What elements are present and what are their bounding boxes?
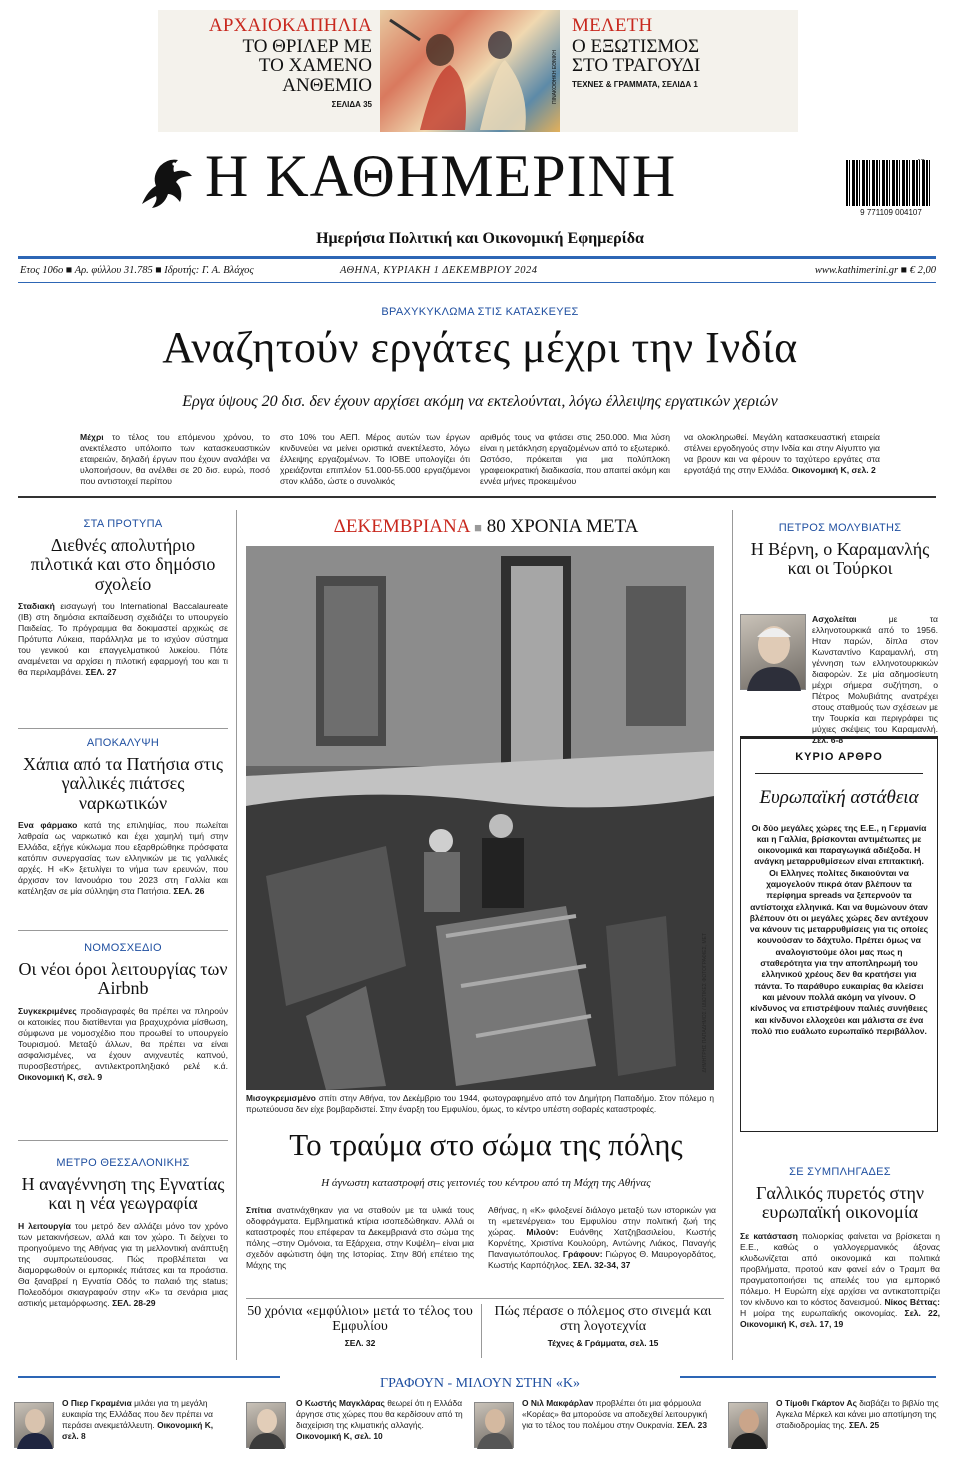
promo-left-kicker: ΑΡΧΑΙΟΚΑΠΗΛΙΑ bbox=[208, 15, 372, 36]
editorial-body: Οι δύο μεγάλες χώρες της Ε.Ε., η Γερμανία και η Γαλλία, βρίσκονται αντιμέτωπες με οικονομικά και παραγωγικά αδιέξοδα. Η ανάγκη μεταρρυθμίσεων είναι επιτακτική. Οι Ελληνες πολίτες δικαιούνται να χαμογελούν πικρά όταν βλέπουν τα περίφημα spreads να ξεπερνούν τα αντίστοιχα ελληνικά. Και να θυμώνουν όταν βλέπουν ότι οι μεγάλες χώρες δεν αντέχουν να κάνουν τις μεταρρυθμίσεις για τις οποίες κουνούσαν το δάχτυλο. Πρέπει όμως να αναλογιστούμε όλοι μας πως η σταθερότητα για την αποπληρωμή του ελληνικού χρέους δεν θα κρατήσει για πάντα. Το παράθυρο ευκαιρίας θα κλείσει και μένουν πολλά ακόμη να γίνουν. Ο κίνδυνος να επιστρέψουν παλιές συνήθειες και κίνδυνοι ελλοχεύει και μάλιστα σε ένα πολύ πιο ευάλωτο ευρωπαϊκό περιβάλλον. bbox=[749, 822, 929, 1036]
right-bottom-body: πολιορκίας φαίνεται να βρίσκεται η Ε.Ε., καθώς ο γαλλογερμανικός άξονας κλυδωνίζεται από οικονομικά και πολιτικά προβλήματα, προτού καν φανεί εάν ο Τραμπ θα πραγματοποιήσει τις απειλές του για εμπορικό πόλεμο. Η Ευρώπη είχε αρχίσει να αντικατοπτρίζει τον κίνδυνο και το κόστος δανεισμού. bbox=[740, 1230, 940, 1307]
left2-lead: Ενα φάρμακο bbox=[18, 820, 78, 831]
molyviatis-portrait bbox=[740, 614, 806, 690]
person-portrait-icon bbox=[15, 1403, 55, 1449]
left-story-2[interactable] bbox=[18, 737, 228, 897]
center-kicker bbox=[246, 517, 726, 538]
lead-deck: Εργα ύψους 20 δισ. δεν έχουν αρχίσει ακόμη να εκτελούνται, λόγω έλλειψης εργατικών χεριών bbox=[182, 393, 778, 410]
left-story-3[interactable] bbox=[18, 942, 228, 1083]
art-credit: ΠΙΝΑΚΟΘΗΚΗ ΕΘΝΙΚΗ bbox=[552, 50, 558, 105]
left3-ref[interactable]: Οικονομική Κ, σελ. 9 bbox=[18, 1071, 103, 1082]
left1-kicker: ΣΤΑ ΠΡΟΤΥΠΑ bbox=[83, 518, 163, 530]
lead-col-2 bbox=[280, 432, 470, 487]
left3-lead: Συγκεκριμένες bbox=[18, 1005, 77, 1016]
person-portrait-icon bbox=[729, 1403, 769, 1449]
right-story-top[interactable] bbox=[740, 522, 940, 587]
promo-right-line1: Ο ΕΞΩΤΙΣΜΟΣ bbox=[572, 35, 700, 57]
col-rule-left bbox=[236, 510, 237, 1360]
photo-caption bbox=[246, 1093, 714, 1115]
lead-col-4 bbox=[684, 432, 880, 476]
lead-col-3 bbox=[480, 432, 670, 487]
footer1-text: μιλάει για τη μεγάλη ευκαιρία της Ελλάδας που δεν πρέπει να περάσει ανεκμετάλλευτη. bbox=[62, 1398, 213, 1430]
left-story-1[interactable] bbox=[18, 518, 228, 678]
center-col2-e: Γιώργος Θ. Μαυρογορδάτος, Κωστής Καρπόζηλος. bbox=[488, 1249, 716, 1270]
sub2-headline: Πώς πέρασε ο πόλεμος στο σινεμά και στη λογοτεχνία bbox=[494, 1304, 712, 1335]
left2-body: κατά της επιληψίας, που πωλείται λαθραία ως ναρκωτικό και έχει χαμηλή τιμή στην Ελλάδα, εξήγε κύκλωμα που εξαρθρώθηκε πρόσφατα κατόπιν συνεργασίας των ελληνικών με τις γαλλικές αρχές. Η «Κ» ξετυλίγει το νήμα των ερευνών, που άρχισαν τον Ιανουάριο του 2023 στη Γαλλία και κατέληξαν σε μία σύλληψη στα Πατήσια. bbox=[18, 820, 229, 897]
left-story-4[interactable] bbox=[18, 1157, 228, 1309]
promo-right-page: ΤΕΧΝΕΣ & ΓΡΑΜΜΑΤΑ, ΣΕΛΙΔΑ 1 bbox=[572, 80, 698, 90]
left-divider-2 bbox=[18, 930, 228, 931]
right-top-headline: Η Βέρνη, ο Καραμανλής και οι Τούρκοι bbox=[750, 539, 930, 579]
center-subs-vrule bbox=[481, 1304, 482, 1358]
center-photo[interactable] bbox=[246, 546, 714, 1090]
footer-item-4[interactable] bbox=[776, 1398, 942, 1431]
center-col1-lead: Σπίτια bbox=[246, 1205, 272, 1215]
right-bottom-lead: Σε κατάσταση bbox=[740, 1230, 798, 1241]
promo-right-line2: ΣΤΟ ΤΡΑΓΟΥΔΙ bbox=[572, 55, 701, 77]
center-col2-b2: Γράφουν: bbox=[562, 1249, 603, 1259]
ruined-house-photo-icon bbox=[246, 546, 714, 1090]
left1-lead: Σταδιακή bbox=[18, 601, 55, 612]
lead-divider bbox=[18, 496, 936, 498]
editorial-label-rule bbox=[755, 773, 923, 774]
right-bottom-kicker: ΣΕ ΣΥΜΠΛΗΓΑΔΕΣ bbox=[789, 1166, 891, 1178]
promo-right-kicker: ΜΕΛΕΤΗ bbox=[572, 15, 653, 36]
center-deck: Η άγνωστη καταστροφή στις γειτονιές του κέντρου από τη Μάχη της Αθήνας bbox=[321, 1177, 651, 1189]
center-sub-2[interactable] bbox=[488, 1304, 718, 1348]
center-col-2 bbox=[488, 1205, 716, 1271]
footer1-name: Ο Πιερ Γκραμένια bbox=[62, 1398, 132, 1408]
left2-headline: Χάπια από τα Πατήσια στις γαλλικές πιάτσες ναρκωτικών bbox=[23, 754, 223, 813]
footer3-name: Ο Νιλ Μακφάρλαν bbox=[522, 1398, 594, 1408]
center-col2-ref[interactable]: ΣΕΛ. 32-34, 37 bbox=[572, 1260, 631, 1270]
left1-ref[interactable]: ΣΕΛ. 27 bbox=[85, 667, 117, 678]
lead-col1-lead: Μέχρι bbox=[80, 432, 104, 442]
right-bottom-b2-body: Η μοίρα της ευρωπαϊκής οικονομίας. bbox=[740, 1307, 898, 1318]
footer-portrait-4 bbox=[728, 1402, 768, 1448]
center-col-1 bbox=[246, 1205, 474, 1271]
center-kicker-black: 80 ΧΡΟΝΙΑ ΜΕΤΑ bbox=[486, 516, 639, 537]
dateline-rule-bottom bbox=[18, 282, 936, 283]
left2-ref[interactable]: ΣΕΛ. 26 bbox=[173, 886, 205, 897]
promo-right[interactable] bbox=[572, 16, 772, 90]
footer-label: ΓΡΑΦΟΥΝ - ΜΙΛΟΥΝ ΣΤΗΝ «Κ» bbox=[280, 1376, 680, 1391]
center-kicker-red: ΔΕΚΕΜΒΡΙΑΝΑ bbox=[333, 516, 470, 537]
footer-item-1[interactable] bbox=[62, 1398, 232, 1442]
griffin-logo-icon bbox=[134, 150, 196, 214]
person-portrait-icon bbox=[475, 1403, 515, 1449]
right-story-bottom[interactable] bbox=[740, 1166, 940, 1330]
lead-col2-text: στο 10% του ΑΕΠ. Μέρος αυτών των έργων κινδυνεύει να μείνει οριστικά ανεκτέλεστο, λόγω έλλειψης εργαζομένων. Το ΙΟΒΕ υπολογίζει ότι χρειάζονται επιπλέον 51.000-55.000 εργαζόμενοι στον κλάδο, ώστε ο συνολικός bbox=[280, 432, 470, 486]
right-top-text: με τα ελληνοτουρκικά από το 1956. Ηταν παρών, δίπλα στον Κωνσταντίνο Καραμανλή, στη γέννηση των ελληνοτουρκικών διαφορών. Σε μία αδημοσίευτη μέχρι σήμερα συζήτηση, ο Πέτρος Μολυβιάτης ανατρέχει στους σταθμούς των σχέσεων με την Τουρκία και περιγράφει τις μύχιες σκέψεις του Καραμανλή. bbox=[812, 614, 938, 734]
left-divider-3 bbox=[18, 1140, 228, 1141]
masthead-subtitle: Ημερήσια Πολιτική και Οικονομική Εφημερίδα bbox=[316, 230, 644, 247]
sub1-ref: ΣΕΛ. 32 bbox=[344, 1338, 376, 1349]
left3-headline: Οι νέοι όροι λειτουργίας των Airbnb bbox=[18, 959, 228, 999]
right-top-ref[interactable]: Σελ. 6-8 bbox=[812, 735, 844, 745]
editorial-headline: Ευρωπαϊκή αστάθεια bbox=[759, 787, 919, 808]
footer-portrait-2 bbox=[246, 1402, 286, 1448]
footer2-text: θεωρεί ότι η Ελλάδα άργησε στις χώρες που θα κερδίσουν από τη διαχείριση της κλιματικής αλλαγής. bbox=[296, 1398, 463, 1430]
promo-left-line2: ΤΟ ΧΑΜΕΝΟ ΑΝΘΕΜΙΟ bbox=[258, 55, 372, 97]
left1-body: εισαγωγή του International Baccalaureate (IB) στη δημόσια εκπαίδευση σχεδιάζει το υπουργείο Παιδείας. Το πρόγραμμα θα δοκιμαστεί αρχικώς σε Πρότυπα Λύκεια, παράλληλα με το ισχύον σύστημα του γενικού και επαγγελματικού λυκείου. Πότε αναμένεται να αρχίσει η πιλοτική εφαρμογή του και τι θα περιλαμβάνει. bbox=[18, 601, 228, 678]
dateline-center: ΑΘΗΝΑ, ΚΥΡΙΑΚΗ 1 ΔΕΚΕΜΒΡΙΟΥ 2024 bbox=[340, 265, 538, 276]
left2-kicker: ΑΠΟΚΑΛΥΨΗ bbox=[86, 737, 160, 749]
lead-kicker: ΒΡΑΧΥΚΥΚΛΩΜΑ ΣΤΙΣ ΚΑΤΑΣΚΕΥΕΣ bbox=[381, 306, 579, 318]
sub2-ref: Τέχνες & Γράμματα, σελ. 15 bbox=[547, 1338, 659, 1349]
right-bottom-ref[interactable]: Σελ. 22, Οικονομική Κ, σελ. 17, 19 bbox=[740, 1307, 940, 1329]
center-col2-m: Ευάνθης Χατζηβασιλείου, Κωστής Κορνέτης, Χριστίνα Κουλούρη, Αντώνης Λιάκος, Παναγής Παναγιωτόπουλος. bbox=[488, 1227, 717, 1259]
left3-body: προδιαγραφές θα πρέπει να πληρούν οι κατοικίες που διατίθενται για βραχυχρόνια μίσθωση, σύμφωνα με νομοσχέδιο που προωθεί το υπουργείο Τουρισμού. Μεταξύ άλλων, θα πρέπει να είναι ασφαλισμένες, να έχουν ανιχνευτές καπνού, πυροσβεστήρες, αντιλεκτροπληξιακό ρελέ κ.ά. bbox=[18, 1005, 228, 1071]
dateline-right: www.kathimerini.gr ■ € 2,00 bbox=[814, 265, 936, 276]
caption-lead: Μισογκρεμισμένο bbox=[246, 1093, 316, 1103]
lead-col4-ref[interactable]: Οικονομική Κ, σελ. 2 bbox=[791, 465, 876, 475]
lead-col4-text: να ολοκληρωθεί. Μεγάλη κατασκευαστική εταιρεία στέλνει εργοδηγούς στην Ινδία και στην Αίγυπτο για να βρουν και να φέρουν το ταχύτερο εργάτες στα εργοτάξιά της στην Ελλάδα. bbox=[684, 432, 880, 475]
dancer-illustration-icon bbox=[380, 10, 560, 132]
left1-headline: Διεθνές απολυτήριο πιλοτικά και στο δημόσιο σχολείο bbox=[30, 535, 216, 594]
footer2-name: Ο Κωστής Μαγκλάρας bbox=[296, 1398, 385, 1408]
promo-illustration bbox=[380, 10, 560, 132]
left4-lead: Η λειτουργία bbox=[18, 1220, 71, 1231]
promo-left[interactable] bbox=[192, 16, 372, 110]
barcode-digits: 9 771109 004107 bbox=[860, 208, 922, 217]
footer2-ref: Οικονομική Κ, σελ. 10 bbox=[296, 1431, 383, 1441]
right-bottom-headline: Γαλλικός πυρετός στην ευρωπαϊκή οικονομία bbox=[755, 1183, 925, 1223]
left-divider-1 bbox=[18, 728, 228, 729]
left3-kicker: ΝΟΜΟΣΧΕΔΙΟ bbox=[84, 942, 162, 954]
right-top-lead: Ασχολείται bbox=[812, 614, 857, 624]
person-portrait-icon bbox=[247, 1403, 287, 1449]
barcode bbox=[846, 160, 932, 206]
footer3-ref: ΣΕΛ. 23 bbox=[676, 1420, 707, 1430]
footer1-ref: Οικονομική Κ, σελ. 8 bbox=[62, 1420, 214, 1441]
left4-ref[interactable]: ΣΕΛ. 28-29 bbox=[112, 1297, 156, 1308]
right-top-kicker: ΠΕΤΡΟΣ ΜΟΛΥΒΙΑΤΗΣ bbox=[778, 522, 902, 534]
masthead-title: Η ΚΑΘΗΜΕΡΙΝΗ bbox=[205, 143, 677, 209]
editorial-label: ΚΥΡΙΟ ΑΡΘΡΟ bbox=[795, 751, 883, 763]
sub1-headline: 50 χρόνια «εμφύλιοι» μετά το τέλος του Εμφυλίου bbox=[247, 1304, 473, 1335]
lead-col3-text: αριθμός τους να φτάσει στις 250.000. Μια λύση είναι η μετάκληση εργαζομένων από το εξωτερικό. Ωστόσο, πρόκειται για μια πολύπλοκη γραφειοκρατική διαδικασία, που απαιτεί ακόμη και εννέα μήνες προκειμένου bbox=[480, 432, 670, 486]
center-col2-text: Αθήνας, η «Κ» φιλοξενεί διάλογο μεταξύ των ιστορικών για τη «μετενέργεια» του Εμφυλίου στην πολιτική ζωή της χώρας. bbox=[488, 1205, 716, 1237]
col-rule-right bbox=[732, 510, 733, 1360]
left4-body: του μετρό δεν αλλάζει μόνο τον χρόνο των μετακινήσεων, αλλά και τον χώρο. Τι δείχνει το προηγούμενο της Αθήνας για τη μελλοντική ανάπτυξη της συμπρωτεύουσας. Πώς προβλέπεται να διαμορφωθούν οι εμπορικές πιάτσες και τα προάστια. Θα ξαναβρεί η Εγνατία Οδός το παλαιό της status; Πολεοδόμοι σκιαγραφούν στην «Κ» τα σενάρια μιας αστικής μεταμόρφωσης. bbox=[18, 1220, 228, 1308]
footer-item-3[interactable] bbox=[522, 1398, 708, 1431]
center-subs-divider bbox=[246, 1298, 724, 1299]
editorial-box[interactable] bbox=[740, 736, 938, 1132]
left4-kicker: ΜΕΤΡΟ ΘΕΣΣΑΛΟΝΙΚΗΣ bbox=[56, 1157, 190, 1169]
footer-item-2[interactable] bbox=[296, 1398, 466, 1442]
photo-credit: ΔΗΜΗΤΡΗΣ ΠΑΠΑΔΗΜΟΣ / ΙΔΙΩΤΙΚΕΣ ΦΩΤΟΓΡΑΦΙΕΣ, ΜΕΤ bbox=[702, 932, 708, 1072]
promo-left-page: ΣΕΛΙΔΑ 35 bbox=[331, 100, 372, 110]
dateline-left: Ετος 106ο ■ Αρ. φύλλου 31.785 ■ Ιδρυτής: Γ. Α. Βλάχος bbox=[20, 265, 254, 276]
right-bottom-b2: Νίκος Βέττας: bbox=[884, 1296, 940, 1307]
center-col1-text: ανατινάχθηκαν για να σταθούν με τα υλικά τους οδοφράγματα. Εμβληματικά κτίρια ισοπεδώθηκαν. Αλλά οι καταστροφές που επέφεραν τα Δεκεμβριανά στο σώμα της πόλης –στην Ομόνοια, τα Εξάρχεια, στην Κυψέλη– είναι μια σχεδόν αφώτιστη όψη της Ιστορίας. Στην 80ή επέτειο της Μάχης της bbox=[246, 1205, 474, 1270]
footer4-name: Ο Τίμοθι Γκάρτον Ας bbox=[776, 1398, 857, 1408]
promo-left-line1: ΤΟ ΘΡΙΛΕΡ ΜΕ bbox=[242, 35, 372, 57]
person-portrait-icon bbox=[741, 615, 807, 691]
caption-text: σπίτι στην Αθήνα, τον Δεκέμβριο του 1944, φωτογραφημένο από τον Δημήτρη Παπαδήμο. Στον πόλεμο η πρωτεύουσα δεν είχε βομβαρδιστεί. Στην έναρξη του Εμφυλίου, όμως, το κέντρο υπέστη σοβαρές καταστροφές. bbox=[246, 1093, 714, 1114]
footer-portrait-1 bbox=[14, 1402, 54, 1448]
footer4-ref: ΣΕΛ. 25 bbox=[849, 1420, 880, 1430]
lead-col-1 bbox=[80, 432, 270, 487]
center-col2-b1: Μιλούν: bbox=[526, 1227, 559, 1237]
footer4-text: διαβάζει το βιβλίο της Αγκελα Μέρκελ και κάνει μιο αποτίμηση της σταδιοδρομίας της. bbox=[776, 1398, 939, 1430]
footer3-text: προβλέπει ότι μια φόρμουλα «Κορέας» θα μπορούσε να αποδεχθεί λειτουργική για το τέλος του πολέμου στην Ουκρανία. bbox=[522, 1398, 708, 1430]
center-sub-1[interactable] bbox=[246, 1304, 474, 1348]
left4-headline: Η αναγέννηση της Εγνατίας και η νέα γεωγραφία bbox=[21, 1174, 225, 1214]
dateline-rule-top bbox=[18, 256, 936, 259]
center-kicker-sep: ■ bbox=[474, 520, 483, 535]
center-headline[interactable]: Το τραύμα στο σώμα της πόλης bbox=[289, 1127, 683, 1162]
lead-headline[interactable]: Αναζητούν εργάτες μέχρι την Ινδία bbox=[162, 323, 798, 372]
footer-portrait-3 bbox=[474, 1402, 514, 1448]
right-top-body bbox=[812, 614, 938, 746]
lead-col1-text: το τέλος του επόμενου χρόνου, το ανεκτέλεστο υπόλοιπο των κατασκευαστικών εταιρειών, δηλαδή έργων που έχουν αναλάβει να υλοποιήσουν, θα ανέλθει σε 20 δισ. ευρώ, ποσό που αντιστοιχεί περίπου bbox=[80, 432, 270, 486]
